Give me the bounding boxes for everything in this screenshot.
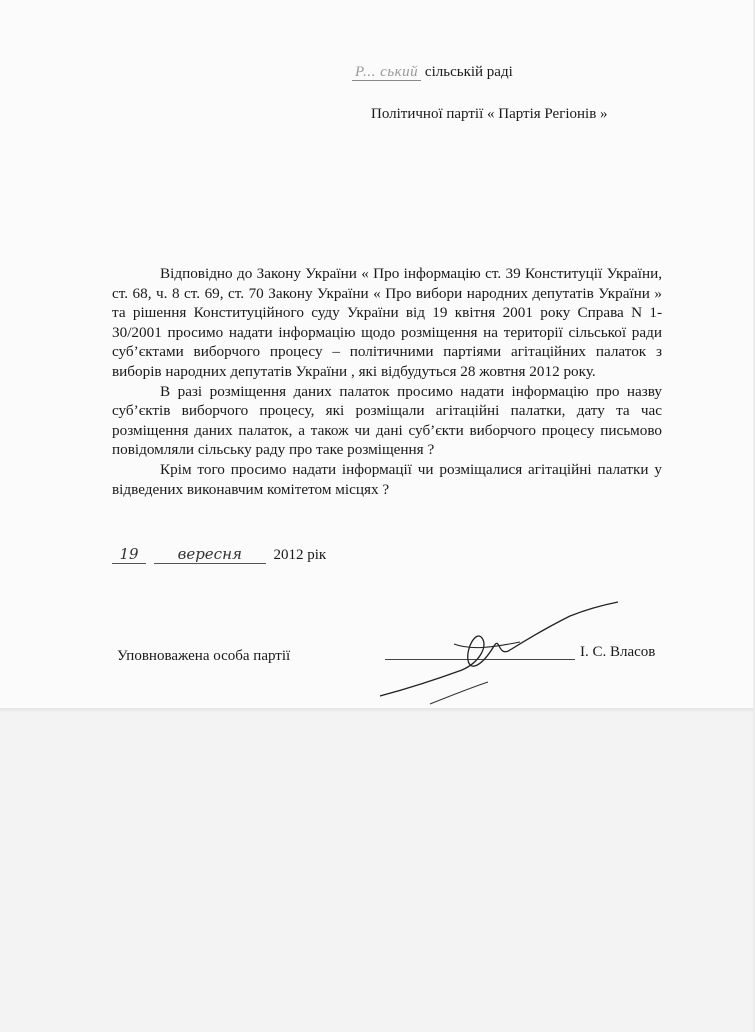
recipient-council: сільській раді — [424, 64, 513, 80]
sender-line: Політичної партії « Партія Регіонів » — [371, 106, 608, 122]
date-month: вересня — [154, 545, 266, 564]
paragraph-locations: Крім того просимо надати інформації чи розміщалися агітаційні палатки у відведених виконавчим комітетом місцях ? — [112, 460, 662, 498]
signer-label: Уповноважена особа партії — [117, 648, 291, 664]
paragraph-details: В разі розміщення даних палаток просимо надати інформацію про назву суб’єктів виборчого процесу, які розміщали агітаційні палатки, дату та час розміщення даних палаток, а також чи дані суб’єкти виборчого процесу письмово повідомляли сільську раду про таке розміщення ? — [112, 382, 662, 459]
date-day: 19 — [112, 545, 146, 564]
page-lower-section — [0, 712, 755, 1032]
signer-name: І. С. Власов — [580, 644, 656, 660]
date-line — [112, 545, 326, 564]
paragraph-request: Відповідно до Закону України « Про інформацію ст. 39 Конституції України, ст. 68, ч. 8 ст. 69, ст. 70 Закону України « Про вибори народних депутатів України » та рішення Конституційного суду України від 19 квітня 2001 року Справа N 1-30/2001 просимо надати інформацію щодо розміщення на території сільської ради суб’єктами виборчого процесу – політичними партіями агітаційних палаток з виборів народних депутатів України , які відбудуться 28 жовтня 2012 року. — [112, 265, 662, 380]
date-year: 2012 рік — [273, 547, 327, 563]
recipient-line — [352, 64, 513, 81]
letter-body — [112, 264, 662, 499]
recipient-village-name: Р... ський — [352, 64, 421, 81]
